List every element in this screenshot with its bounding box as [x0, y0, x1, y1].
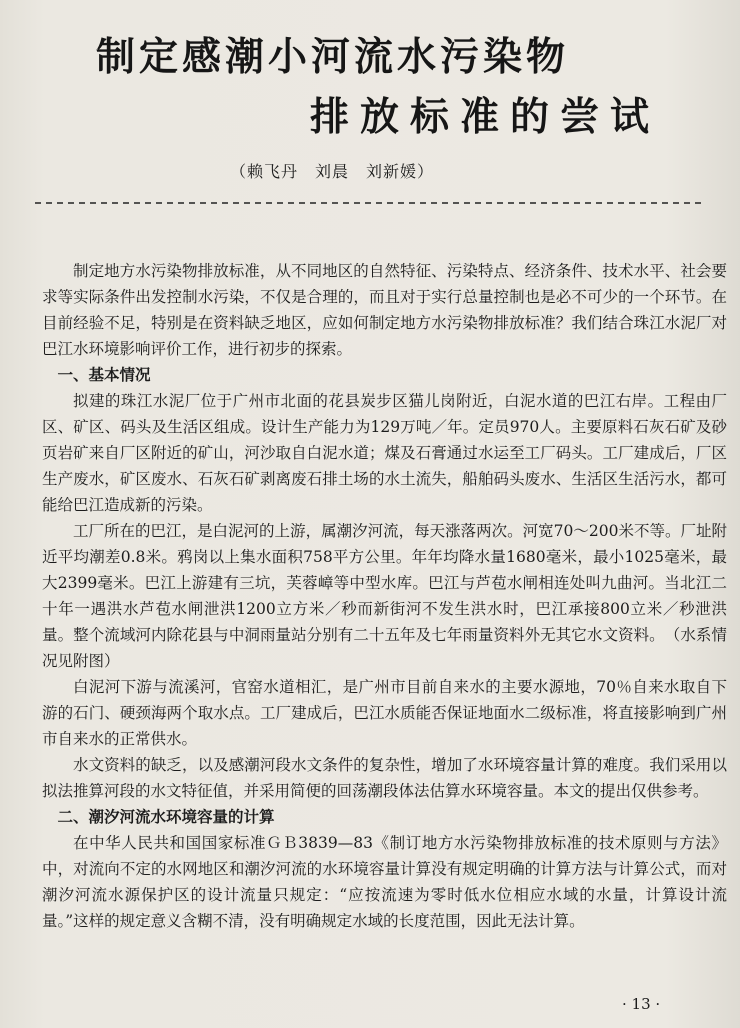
- paragraph-bajiang-river: 工厂所在的巴江，是白泥河的上游，属潮汐河流，每天涨落两次。河宽70～200米不等。厂址附近平均潮差0.8米。鸦岗以上集水面积758平方公里。年年均降水量1680毫米，最小1025毫米，最大2399毫米。巴江上游建有三坑，芙蓉嶂等中型水库。巴江与芦苞水闸相连处叫九曲河。当北江二十年一遇洪水芦苞水闸泄洪1200立方米／秒而新街河不发生洪水时，巴江承接800立米／秒泄洪量。整个流域河内除花县与中洞雨量站分别有二十五年及七年雨量资料外无其它水文资料。 （水系情况见附图）: [42, 522, 727, 670]
- section-heading-1: 一、基本情况: [57, 366, 151, 384]
- section-heading-2: 二、潮汐河流水环境容量的计算: [57, 808, 275, 826]
- article-title-line-2: 排放标准的尝试: [310, 95, 661, 140]
- article-title-line-1: 制定感潮小河流水污染物: [96, 35, 570, 80]
- paragraph-plant-overview: 拟建的珠江水泥厂位于广州市北面的花县炭步区猫儿岗附近，白泥水道的巴江右岸。工程由厂区、矿区、码头及生活区组成。设计生产能力为129万吨／年。定员970人。主要原料石灰石矿及砂页岩矿来自厂区附近的矿山，河沙取自白泥水道；煤及石膏通过水运至工厂码头。工厂建成后，厂区生产废水，矿区废水、石灰石矿剥离废石排土场的水土流失，船舶码头废水、生活区生活污水，都可能给巴江造成新的污染。: [42, 392, 727, 514]
- paragraph-method: 水文资料的缺乏，以及感潮河段水文条件的复杂性，增加了水环境容量计算的难度。我们采用以拟法推算河段的水文特征值，并采用简便的回荡潮段体法估算水环境容量。本文的提出仅供参考。: [42, 756, 727, 800]
- article-authors: （赖飞丹 刘晨 刘新媛）: [230, 162, 435, 181]
- article-body: [42, 258, 727, 934]
- page-number: · 13 ·: [622, 995, 661, 1013]
- paragraph-water-supply: 白泥河下游与流溪河，官窑水道相汇，是广州市目前自来水的主要水源地，70％自来水取自下游的石门、硬颈海两个取水点。工厂建成后，巴江水质能否保证地面水二级标准，将直接影响到广州市自来水的正常供水。: [42, 678, 727, 748]
- decorative-divider: [35, 196, 705, 210]
- paragraph-intro: 制定地方水污染物排放标准，从不同地区的自然特征、污染特点、经济条件、技术水平、社会要求等实际条件出发控制水污染，不仅是合理的，而且对于实行总量控制也是必不可少的一个环节。在目前经验不足，特别是在资料缺乏地区，应如何制定地方水污染物排放标准？我们结合珠江水泥厂对巴江水环境影响评价工作，进行初步的探索。: [42, 262, 727, 358]
- paragraph-standard: 在中华人民共和国国家标准ＧＢ3839—83《制订地方水污染物排放标准的技术原则与方法》中，对流向不定的水网地区和潮汐河流的水环境容量计算没有规定明确的计算方法与计算公式，而对潮汐河流水源保护区的设计流量只规定：“应按流速为零时低水位相应水域的水量，计算设计流量。”这样的规定意义含糊不清，没有明确规定水域的长度范围，因此无法计算。: [42, 834, 727, 930]
